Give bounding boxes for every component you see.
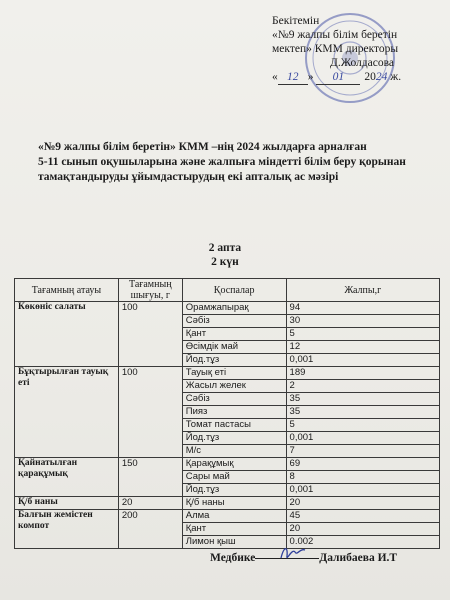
dish-name: Бұқтырылған тауық еті (15, 367, 119, 458)
ingredient-amount: 7 (286, 445, 439, 458)
ingredient-amount: 20 (286, 497, 439, 510)
ingredient-amount: 94 (286, 302, 439, 315)
week-day-label (0, 241, 450, 269)
ingredient-amount: 0.002 (286, 536, 439, 549)
ingredient-amount: 0,001 (286, 484, 439, 497)
ingredient-amount: 35 (286, 393, 439, 406)
ingredient-name: М/с (182, 445, 286, 458)
ingredient-name: Сәбіз (182, 393, 286, 406)
ingredient-name: Сәбіз (182, 315, 286, 328)
ingredient-name: Томат пастасы (182, 419, 286, 432)
ingredient-name: Қ/б наны (182, 497, 286, 510)
col-header-yield: Тағамның шығуы, г (118, 279, 182, 302)
approval-block (272, 14, 442, 85)
dish-name: Қ/б наны (15, 497, 119, 510)
dish-name: Қайнатылған қарақұмық (15, 458, 119, 497)
dish-yield: 100 (118, 302, 182, 367)
ingredient-amount: 20 (286, 523, 439, 536)
ingredient-name: Лимон қыш (182, 536, 286, 549)
ingredient-amount: 0,001 (286, 432, 439, 445)
ingredient-name: Орамжапырақ (182, 302, 286, 315)
ingredient-name: Йод.тұз (182, 484, 286, 497)
ingredient-amount: 35 (286, 406, 439, 419)
signature-line (210, 552, 440, 564)
table-header-row (15, 279, 440, 302)
ingredient-name: Қант (182, 328, 286, 341)
ingredient-amount: 30 (286, 315, 439, 328)
col-header-dish: Тағамның атауы (15, 279, 119, 302)
dish-yield: 100 (118, 367, 182, 458)
ingredient-name: Қант (182, 523, 286, 536)
menu-table (14, 278, 440, 549)
ingredient-name: Алма (182, 510, 286, 523)
col-header-total: Жалпы,г (286, 279, 439, 302)
ingredient-amount: 12 (286, 341, 439, 354)
week-label: 2 апта (208, 242, 242, 254)
ingredient-name: Қарақұмық (182, 458, 286, 471)
table-row (15, 367, 440, 380)
ingredient-amount: 2 (286, 380, 439, 393)
table-row (15, 302, 440, 315)
col-header-ingredients: Қоспалар (182, 279, 286, 302)
date-month: 01 (316, 70, 360, 85)
date-day: 12 (278, 70, 308, 85)
table-row (15, 510, 440, 523)
table-row (15, 497, 440, 510)
day-label: 2 күн (211, 256, 239, 268)
approval-date: « 12 » 01 2024 ж. (272, 71, 402, 83)
dish-name: Балғын жемістен компот (15, 510, 119, 549)
ingredient-name: Пияз (182, 406, 286, 419)
dish-yield: 20 (118, 497, 182, 510)
ingredient-name: Тауық еті (182, 367, 286, 380)
ingredient-name: Жасыл желек (182, 380, 286, 393)
approval-line: мектеп» КММ директоры (272, 43, 399, 55)
ingredient-amount: 8 (286, 471, 439, 484)
dish-name: Көкөніс салаты (15, 302, 119, 367)
ingredient-amount: 5 (286, 419, 439, 432)
ingredient-amount: 5 (286, 328, 439, 341)
approval-line: Бекітемін (272, 15, 320, 27)
ingredient-name: Өсімдік май (182, 341, 286, 354)
ingredient-name: Сары май (182, 471, 286, 484)
document-heading: «№9 жалпы білім беретін» КММ –нің 2024 жылдарға арналған 5-11 сынып оқушыларына және жалпыға міндетті білім беру қорынан тамақтандыруды ұйымдастырудың екі апталық ас мәзірі (38, 141, 406, 183)
ingredient-amount: 69 (286, 458, 439, 471)
dish-yield: 200 (118, 510, 182, 549)
director-name: Д.Жолдасова (330, 57, 394, 69)
nurse-label: Медбике (210, 552, 256, 564)
table-row (15, 458, 440, 471)
ingredient-name: Йод.тұз (182, 432, 286, 445)
ingredient-amount: 0,001 (286, 354, 439, 367)
ingredient-amount: 189 (286, 367, 439, 380)
dish-yield: 150 (118, 458, 182, 497)
ingredient-name: Йод.тұз (182, 354, 286, 367)
date-year: 24 (375, 71, 388, 83)
nurse-name: Далибаева И.Т (319, 552, 398, 564)
handwritten-signature-icon (278, 542, 308, 564)
ingredient-amount: 45 (286, 510, 439, 523)
approval-line: «№9 жалпы білім беретін (272, 29, 398, 41)
